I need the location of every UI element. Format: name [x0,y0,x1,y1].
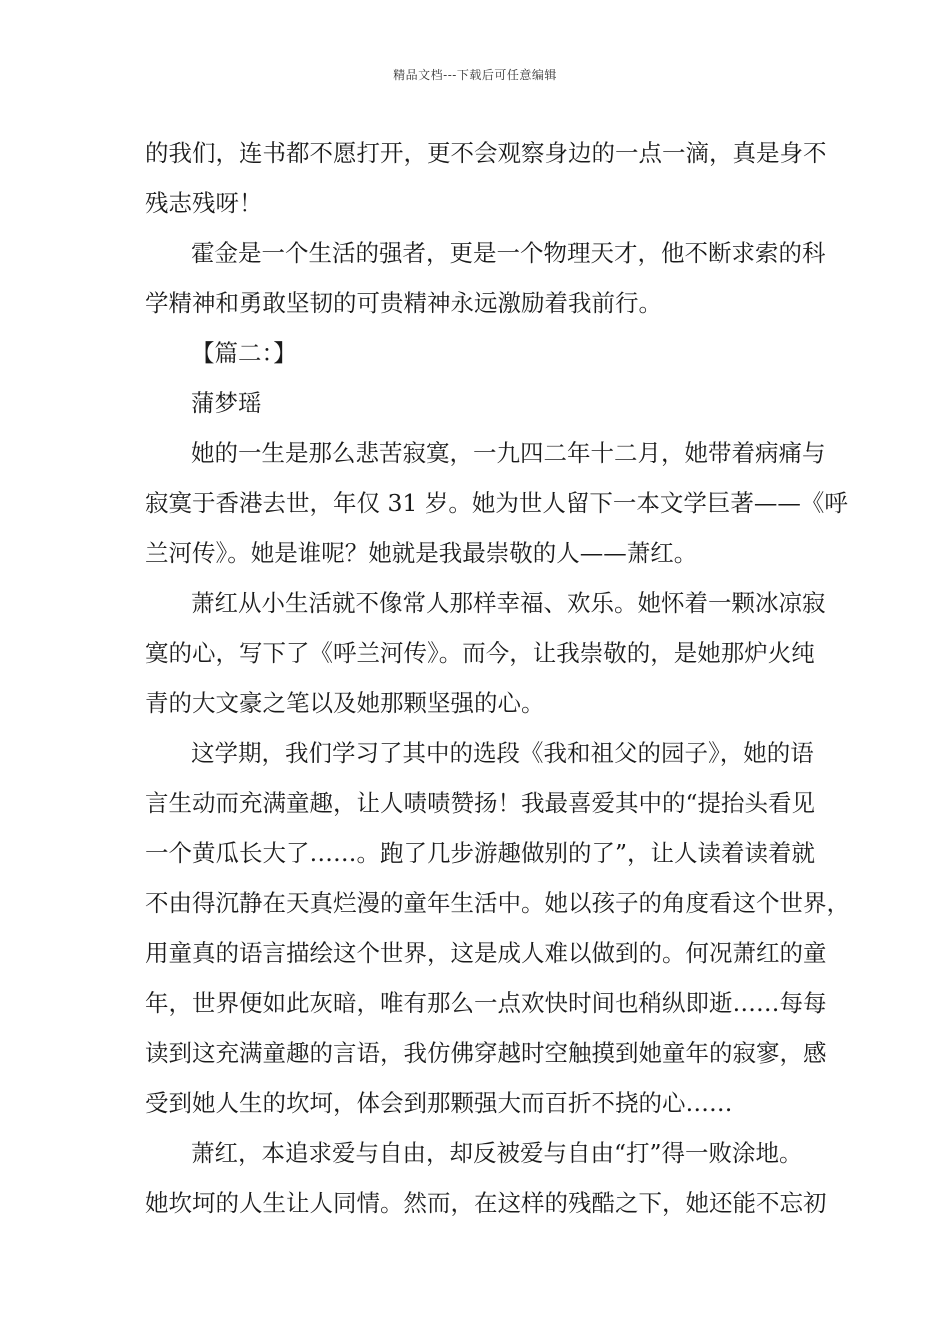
section-heading: 【篇二：】 [191,339,297,367]
text-line: 她坎坷的人生让人同情。然而，在这样的残酷之下，她还能不忘初 [145,1189,827,1217]
author-name: 蒲梦瑶 [191,389,262,417]
document-body [145,128,850,1228]
text-line: 不由得沉静在天真烂漫的童年生活中。她以孩子的角度看这个世界， [145,889,850,917]
text-line: 兰河传》。她是谁呢？她就是我最崇敬的人——萧红。 [145,539,698,567]
text-line: 残志残呀！ [145,189,263,217]
text-line: 年，世界便如此灰暗，唯有那么一点欢快时间也稍纵即逝……每每 [145,989,827,1017]
text-line: 萧红从小生活就不像常人那样幸福、欢乐。她怀着一颗冰凉寂 [191,589,826,617]
text-line: 青的大文豪之笔以及她那颗坚强的心。 [145,689,545,717]
text-line: 霍金是一个生活的强者，更是一个物理天才，他不断求索的科 [191,239,826,267]
text-line: 萧红，本追求爱与自由，却反被爱与自由“打”得一败涂地。 [191,1139,803,1167]
text-line: 用童真的语言描绘这个世界，这是成人难以做到的。何况萧红的童 [145,939,827,967]
text-line: 的我们，连书都不愿打开，更不会观察身边的一点一滴，真是身不 [145,139,827,167]
text-line: 受到她人生的坎坷，体会到那颗强大而百折不挠的心…… [145,1089,733,1117]
text-line: 寂寞于香港去世，年仅 31 岁。她为世人留下一本文学巨著——《呼 [145,489,848,517]
page-header: 精品文档---下载后可任意编辑 [393,68,557,82]
text-line: 这学期，我们学习了其中的选段《我和祖父的园子》，她的语 [191,739,814,767]
text-line: 她的一生是那么悲苦寂寞，一九四二年十二月，她带着病痛与 [191,439,826,467]
text-line: 言生动而充满童趣，让人啧啧赞扬！我最喜爱其中的“提抬头看见 [145,789,816,817]
text-line: 寞的心，写下了《呼兰河传》。而今，让我崇敬的，是她那炉火纯 [145,639,815,667]
text-line: 读到这充满童趣的言语，我仿佛穿越时空触摸到她童年的寂寥，感 [145,1039,827,1067]
text-line: 一个黄瓜长大了……。跑了几步游趣做别的了”，让人读着读着就 [145,839,816,867]
text-line: 学精神和勇敢坚韧的可贵精神永远激励着我前行。 [145,289,662,317]
